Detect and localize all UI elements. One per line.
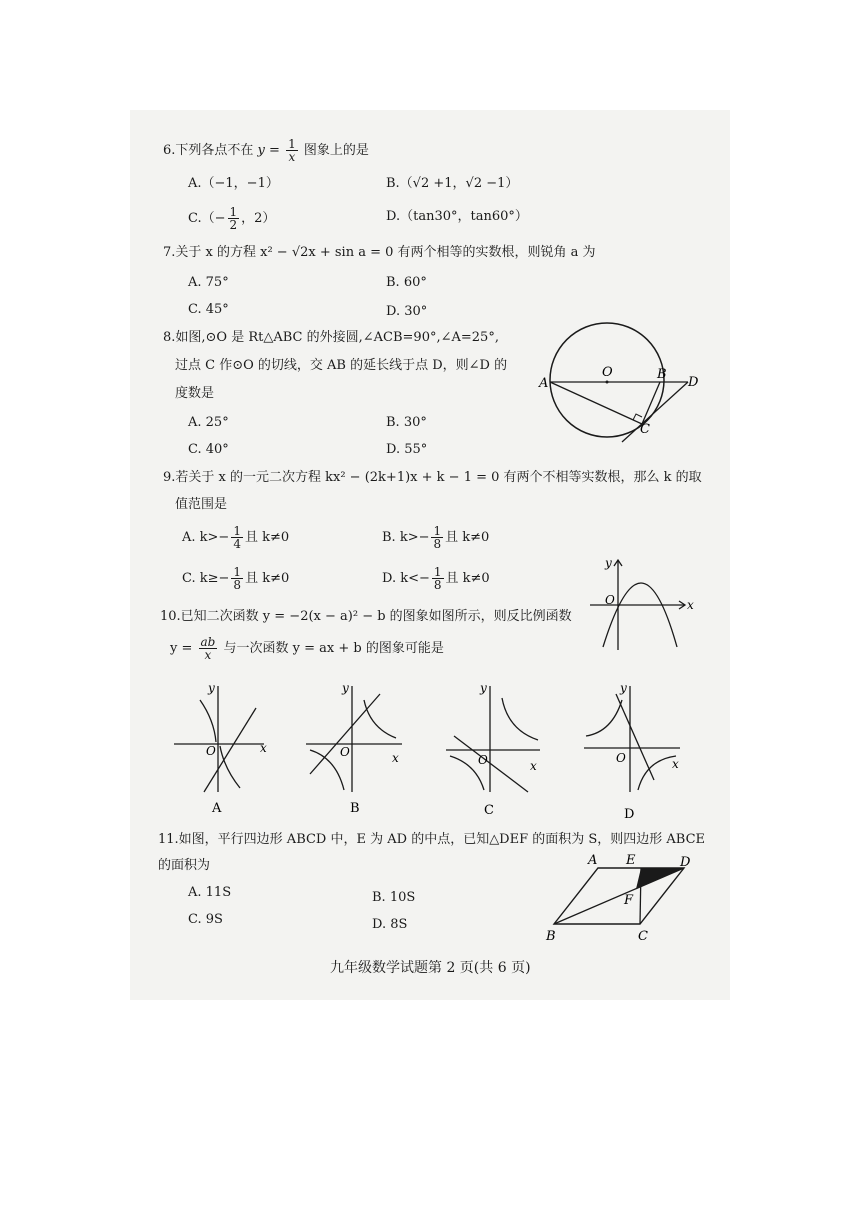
q6-option-b: B.（√2 +1，√2 −1） [386,176,519,191]
q11-option-c: C. 9S [188,912,223,927]
center-dot [606,381,609,384]
graph-d-line [616,694,654,780]
q7-stem: 7.关于 x 的方程 x² − √2x + sin a = 0 有两个相等的实数根，则锐角 a 为 [163,245,596,260]
graph-d-label-x: x [672,757,679,771]
q7-option-c: C. 45° [188,302,229,317]
graph-d-caption: D [624,807,635,822]
page-footer: 九年级数学试题第 2 页(共 6 页) [330,960,531,976]
graph-option-a [170,680,270,820]
graph-c-hyperbola-upper [502,698,538,740]
graph-a-label-x: x [260,741,267,755]
label-a: A [588,853,598,868]
label-y: y [605,556,612,570]
q10-line2: y = $\frac{ab}{x}$ 与一次函数 y = ax + b 的图象可能是 [170,635,444,662]
tangent-cd [622,382,688,442]
q9-option-b: B. k>− $\frac{1}{8}$ 且 k≠0 [382,524,490,551]
graph-a-label-y: y [208,681,215,695]
label-d: D [680,855,691,870]
label-a: A [539,376,549,391]
parabola-figure [585,555,705,655]
graph-b-label-x: x [392,751,399,765]
graph-d-hyperbola-left [586,700,622,736]
q6-stem: 6.下列各点不在 y = $\frac{1}{x}$ 图象上的是 [163,137,369,164]
graph-b-label-origin: O [340,745,350,759]
label-e: E [626,853,636,868]
graph-d-label-y: y [620,681,627,695]
graph-b-label-y: y [342,681,349,695]
graph-a-hyperbola-lower [220,746,240,788]
q9-option-d: D. k<− $\frac{1}{8}$ 且 k≠0 [382,565,490,592]
graph-d-hyperbola-right [638,756,676,790]
label-f: F [624,893,634,908]
q6-option-d: D.（tan30°，tan60°） [386,209,528,224]
graph-a-caption: A [212,801,222,816]
q6-option-c: C.（− $\frac{1}{2}$ ，2） [188,205,276,232]
graph-c-label-y: y [480,681,487,695]
q8-option-d: D. 55° [386,442,428,457]
graph-option-d [580,680,690,820]
q8-option-a: A. 25° [188,415,229,430]
label-c: C [638,929,648,944]
label-x: x [687,598,694,612]
q11-option-a: A. 11S [188,885,232,900]
graph-c-caption: C [484,803,494,818]
q8-line3: 度数是 [175,386,215,401]
chord-bc [642,382,660,424]
q9-option-a: A. k>− $\frac{1}{4}$ 且 k≠0 [182,524,290,551]
q11-option-b: B. 10S [372,890,416,905]
graph-d-label-origin: O [616,751,626,765]
graph-b-caption: B [350,801,360,816]
graph-c-label-origin: O [478,753,488,767]
graph-c-line [454,736,528,792]
q8-option-c: C. 40° [188,442,229,457]
graph-b-hyperbola-lower [310,750,344,790]
q7-option-a: A. 75° [188,275,229,290]
q8-line2: 过点 C 作⊙O 的切线，交 AB 的延长线于点 D，则∠D 的 [175,358,508,373]
label-c: C [640,422,650,437]
graph-a-label-origin: O [206,744,216,758]
q8-option-b: B. 30° [386,415,427,430]
q9-line2: 值范围是 [175,497,228,512]
circle-figure [530,320,710,440]
graph-b-hyperbola-upper [364,700,396,738]
label-o: O [602,365,613,380]
diagonal-bd [554,868,684,924]
graph-option-c [440,680,550,820]
graph-c-label-x: x [530,759,537,773]
q11-line2: 的面积为 [158,858,211,873]
label-b: B [546,929,556,944]
q9-line1: 9.若关于 x 的一元二次方程 kx² − (2k+1)x + k − 1 = 0 有两个不相等实数根，那么 k 的取 [163,470,702,485]
q9-option-c: C. k≥− $\frac{1}{8}$ 且 k≠0 [182,565,290,592]
graph-option-b [300,680,410,820]
q11-option-d: D. 8S [372,917,408,932]
q7-option-d: D. 30° [386,304,428,319]
q6-option-a: A.（−1，−1） [188,176,279,191]
label-origin: O [605,593,615,607]
q10-line1: 10.已知二次函数 y = −2(x − a)² − b 的图象如图所示，则反比例函数 [160,609,572,624]
parallelogram-figure [540,850,710,950]
graph-a-hyperbola-upper [200,700,216,742]
graph-b-line [310,694,380,774]
label-d: D [688,375,699,390]
q11-line1: 11.如图，平行四边形 ABCD 中，E 为 AD 的中点，已知△DEF 的面积为 S，则四边形 ABCE [158,832,706,847]
right-angle-mark [633,414,642,420]
q7-option-b: B. 60° [386,275,427,290]
label-b: B [657,367,667,382]
q8-line1: 8.如图,⊙O 是 Rt△ABC 的外接圆,∠ACB=90°,∠A=25°, [163,330,499,345]
